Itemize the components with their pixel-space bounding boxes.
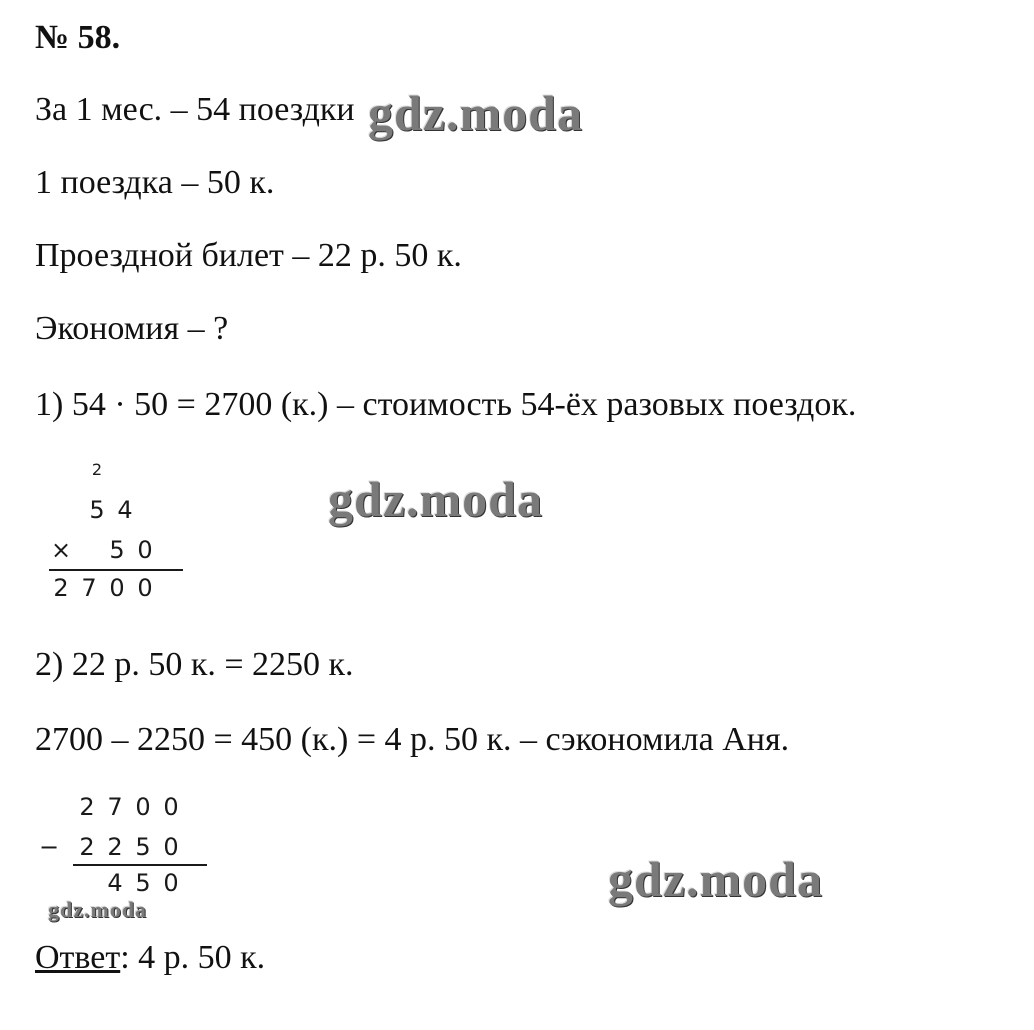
carry-digit: 2	[91, 460, 103, 479]
minuend-digit: 0	[135, 793, 151, 821]
solution-step-1: 1) 54 · 50 = 2700 (к.) – стоимость 54-ёх разовых поездок.	[35, 386, 857, 423]
column-subtraction	[35, 792, 225, 912]
operand1-digit: 4	[117, 496, 133, 524]
operand2-digit: 5	[109, 536, 125, 564]
condition-line-pass: Проездной билет – 22 р. 50 к.	[35, 237, 462, 274]
difference-digit: 5	[135, 869, 151, 897]
watermark: gdz.moda	[328, 471, 543, 527]
difference-digit: 0	[163, 869, 179, 897]
subtrahend-digit: 0	[163, 833, 179, 861]
minuend-digit: 7	[107, 793, 123, 821]
multiplication-rule	[49, 569, 183, 571]
condition-line-price: 1 поездка – 50 к.	[35, 164, 275, 201]
watermark: gdz.moda	[48, 897, 148, 922]
subtrahend-digit: 2	[107, 833, 123, 861]
subtrahend-digit: 2	[79, 833, 95, 861]
product-digit: 0	[109, 574, 125, 602]
answer-label: Ответ	[35, 939, 121, 976]
subtrahend-digit: 5	[135, 833, 151, 861]
column-multiplication	[35, 455, 195, 605]
condition-line-trips: За 1 мес. – 54 поездки	[35, 91, 355, 128]
difference-digit: 4	[107, 869, 123, 897]
operand2-digit: 0	[137, 536, 153, 564]
answer-line	[35, 938, 265, 978]
subtraction-rule	[73, 864, 207, 866]
product-digit: 2	[53, 574, 69, 602]
operand1-digit: 5	[89, 496, 105, 524]
product-digit: 0	[137, 574, 153, 602]
multiply-operator: ×	[50, 536, 72, 564]
page-title: № 58.	[35, 19, 121, 56]
solution-step-2: 2) 22 р. 50 к. = 2250 к.	[35, 646, 354, 683]
subtract-operator: −	[38, 833, 60, 861]
condition-line-question: Экономия – ?	[35, 310, 229, 347]
solution-step-3: 2700 – 2250 = 450 (к.) = 4 р. 50 к. – сэкономила Аня.	[35, 721, 790, 758]
watermark: gdz.moda	[368, 85, 583, 141]
minuend-digit: 0	[163, 793, 179, 821]
product-digit: 7	[81, 574, 97, 602]
answer-value: : 4 р. 50 к.	[120, 939, 266, 976]
watermark: gdz.moda	[608, 851, 823, 907]
minuend-digit: 2	[79, 793, 95, 821]
